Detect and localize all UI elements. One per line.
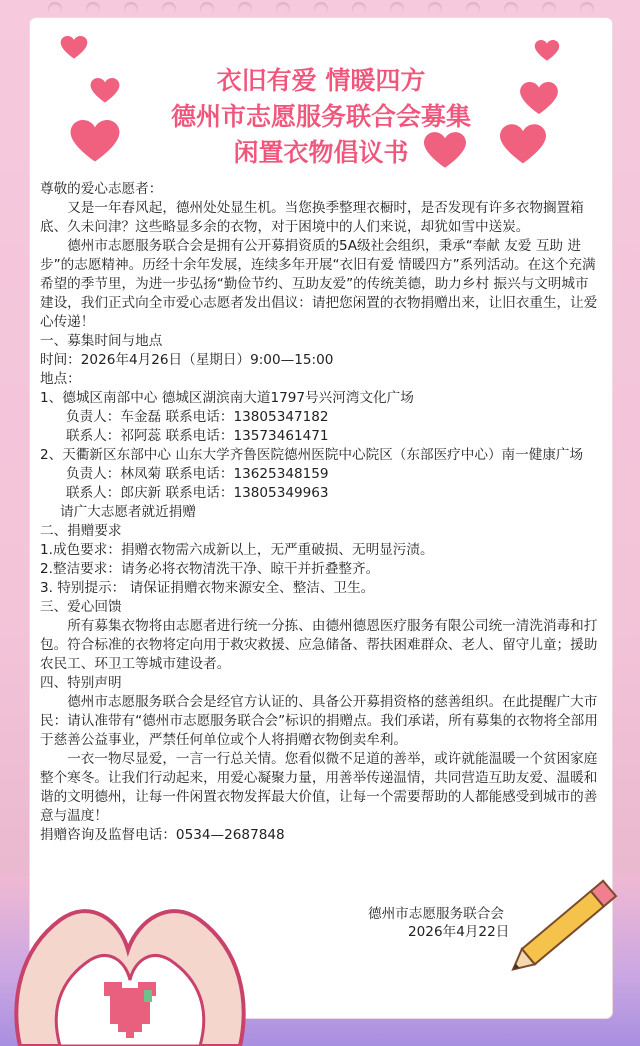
binding-hole <box>86 2 100 16</box>
binding-hole <box>124 2 138 16</box>
paragraph-feedback: 所有募集衣物将由志愿者进行统一分拣、由德州德恩医疗服务有限公司统一清洗消毒和打包。符合标准的衣物将定向用于救灾救援、应急储备、帮扶困难群众、老人、留守儿童；援助农民工、环卫工等城市建设者。 <box>40 618 598 672</box>
paragraph-statement: 德州市志愿服务联合会是经官方认证的、具备公开募捐资格的慈善组织。在此提醒广大市民：请认准带有“德州市志愿服务联合会”标识的捐赠点。我们承诺，所有募集的衣物将全部用于慈善公益事业，严禁任何单位或个人将捐赠衣物倒卖牟利。 <box>40 694 598 748</box>
location-2: 2、天衢新区东部中心 山东大学齐鲁医院德州医院中心院区（东部医疗中心）南一健康广场 <box>40 447 584 463</box>
heart-hands-illustration <box>0 890 260 1046</box>
location-2-contact: 联系人：郎庆新 联系电话：13805349963 <box>66 485 329 501</box>
binding-hole <box>314 2 328 16</box>
section-heading-time-place: 一、募集时间与地点 <box>40 333 163 349</box>
section-heading-requirements: 二、捐赠要求 <box>40 523 122 539</box>
requirement-condition: 1.成色要求：捐赠衣物需六成新以上，无严重破损、无明显污渍。 <box>40 542 434 558</box>
location-1-contact: 联系人：祁阿蕊 联系电话：13573461471 <box>66 428 329 444</box>
binding-hole <box>200 2 214 16</box>
event-place-label: 地点： <box>40 371 81 387</box>
requirement-special-note: 3. 特别提示： 请保证捐赠衣物来源安全、整洁、卫生。 <box>40 580 375 596</box>
binding-hole <box>162 2 176 16</box>
binding-hole <box>238 2 252 16</box>
binding-hole <box>352 2 366 16</box>
location-1: 1、德城区南部中心 德城区湖滨南大道1797号兴河湾文化广场 <box>40 390 414 406</box>
requirement-cleanliness: 2.整洁要求：请务必将衣物清洗干净、晾干并折叠整齐。 <box>40 561 380 577</box>
pencil-icon <box>505 865 640 975</box>
nearby-donation-note: 请广大志愿者就近捐赠 <box>60 504 196 520</box>
title-line-3: 闲置衣物倡议书 <box>233 138 409 167</box>
binding-hole <box>390 2 404 16</box>
paragraph-closing: 一衣一物尽显爱，一言一行总关情。您看似微不足道的善举，或许就能温暖一个贫困家庭整个寒冬。让我们行动起来，用爱心凝聚力量，用善举传递温情，共同营造互助友爱、温暖和谐的文明德州，让每一件闲置衣物发挥最大价值，让每一个需要帮助的人都能感受到城市的善意与温度！ <box>40 751 598 824</box>
section-heading-statement: 四、特别声明 <box>40 675 122 691</box>
paragraph-intro: 又是一年春风起，德州处处显生机。当您换季整理衣橱时，是否发现有许多衣物搁置箱底、久未问津？这些略显多余的衣物，对于困境中的人们来说，却犹如雪中送炭。 <box>40 200 584 235</box>
binding-hole <box>504 2 518 16</box>
binding-hole <box>428 2 442 16</box>
signature-date: 2026年4月22日 <box>408 924 510 940</box>
event-time: 时间：2026年4月26日（星期日）9:00—15:00 <box>40 352 334 368</box>
paragraph-organization: 德州市志愿服务联合会是拥有公开募捐资质的5A级社会组织，秉承“奉献 友爱 互助 进步”的志愿精神。历经十余年发展，连续多年开展“衣旧有爱 情暖四方”系列活动。在这个充满希望的季节里，为进一步弘扬“勤俭节约、互助友爱”的传统美德，助力乡村 振兴与文明城市建设，我们正式向全市爱心志愿者发出倡议：请把您闲置的衣物捐赠出来，让旧衣重生，让爱心传递！ <box>40 238 598 330</box>
letter-body <box>40 180 600 845</box>
binding-hole <box>48 2 62 16</box>
signature-organization: 德州市志愿服务联合会 <box>368 906 504 922</box>
location-1-manager: 负责人：车金磊 联系电话：13805347182 <box>66 409 329 425</box>
heart-icon <box>534 40 560 62</box>
greeting: 尊敬的爱心志愿者： <box>40 181 163 197</box>
binding-hole <box>542 2 556 16</box>
heart-icon <box>60 36 88 60</box>
title-line-2: 德州市志愿服务联合会募集 <box>170 102 471 131</box>
hotline: 捐赠咨询及监督电话：0534—2687848 <box>40 827 285 843</box>
binding-hole <box>466 2 480 16</box>
section-heading-feedback: 三、爱心回馈 <box>40 599 122 615</box>
notepad-binding-holes <box>30 0 612 20</box>
title-line-1: 衣旧有爱 情暖四方 <box>216 66 426 95</box>
location-2-manager: 负责人：林凤菊 联系电话：13625348159 <box>66 466 329 482</box>
binding-hole <box>276 2 290 16</box>
binding-hole <box>580 2 594 16</box>
